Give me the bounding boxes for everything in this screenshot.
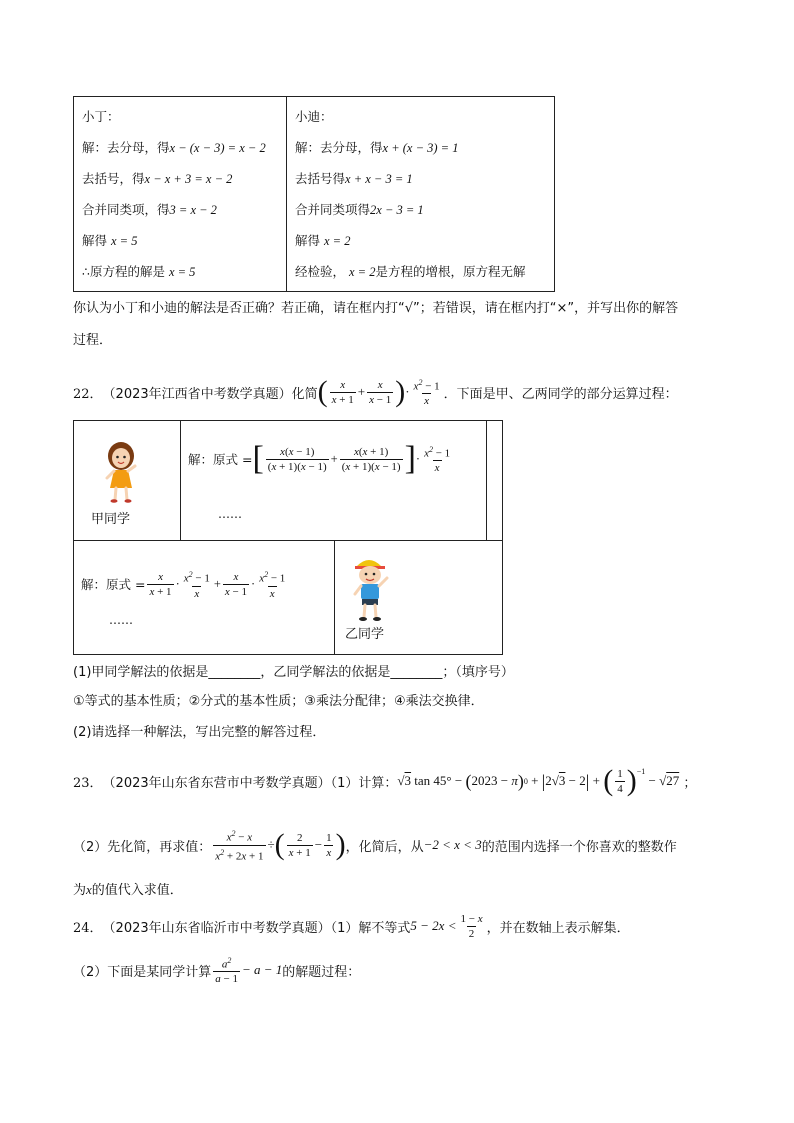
xiaoding-step-5: ∴原方程的解是 x = 5 bbox=[82, 264, 196, 279]
yi-work-expression bbox=[81, 568, 289, 601]
question-22-options: ①等式的基本性质；②分式的基本性质；③乘法分配律；④乘法交换律． bbox=[73, 694, 484, 709]
xiaoding-step-4: 解得 x = 5 bbox=[82, 233, 138, 248]
question-22-number: 22． bbox=[73, 386, 103, 402]
question-22-tail: ．下面是甲、乙两同学的部分运算过程： bbox=[443, 386, 678, 402]
question-22-expression: ( $\frac{x}{x + 1}$ + $\frac{x}{x - 1}$ ) · $\frac{x^2 - 1}{x}$ bbox=[317, 375, 440, 408]
question-23-number: 23． bbox=[73, 775, 103, 791]
xiaoding-step-2: 去括号，得x − x + 3 = x − 2 bbox=[82, 171, 233, 186]
question-24-part-1 bbox=[73, 908, 630, 944]
table-divider bbox=[286, 97, 287, 291]
question-23-compute-expression: √3 tan 45° − ( 2023 − π ) 0 + | 2√3 − 2 | + ( $\frac{1}{4}$ ) $^{-1}$ − √27 ； bbox=[397, 764, 697, 797]
question-24-number: 24． bbox=[73, 920, 103, 936]
question-22-part-2: (2)请选择一种解法，写出完整的解答过程． bbox=[73, 725, 326, 740]
question-23-source: （2023年山东省东营市中考数学真题）（1）计算： bbox=[102, 775, 398, 791]
xiaoding-name: 小丁： bbox=[82, 109, 120, 124]
xiaodi-step-4: 解得 x = 2 bbox=[295, 233, 351, 248]
question-23-simplify-expression: $\frac{x^2 - x}{x^2 + 2x + 1}$ ÷ ( $\frac{2}{x + 1}$ − $\frac{1}{x}$ ) bbox=[215, 828, 346, 863]
question-21-instruction-line-2: 过程． bbox=[73, 333, 113, 348]
yi-work-prefix: 解：原式 = bbox=[81, 577, 146, 593]
question-23-part-2-tail: 的范围内选择一个你喜欢的整数作 bbox=[481, 839, 677, 855]
question-24-expression: $\frac{a^2}{a - 1}$ − a − 1 bbox=[215, 955, 283, 986]
xiaoding-step-3: 合并同类项，得3 = x − 2 bbox=[82, 202, 217, 217]
question-22-stem bbox=[73, 372, 678, 412]
jia-work-prefix: 解：原式 = bbox=[188, 452, 253, 467]
question-24-inequality-left: 5 − 2x < bbox=[410, 918, 457, 933]
question-21-instruction-line-1: 你认为小丁和小迪的解法是否正确？若正确，请在框内打“√”；若错误，请在框内打“×”，并写出你的解答 bbox=[73, 301, 679, 316]
xiaodi-step-5: 经检验， x = 2是方程的增根，原方程无解 bbox=[295, 264, 526, 279]
xiaoding-column bbox=[82, 107, 266, 282]
jia-ellipsis: …… bbox=[218, 507, 242, 521]
xiaodi-column bbox=[295, 107, 526, 282]
jia-blank-cell bbox=[486, 420, 503, 541]
question-23-part-1 bbox=[73, 761, 696, 801]
question-23-part-2-mid: ，化简后，从 bbox=[345, 839, 424, 855]
question-23-range: −2 < x < 3 bbox=[423, 837, 482, 852]
question-24-tail: ，并在数轴上表示解集． bbox=[486, 920, 630, 936]
xiaodi-step-3: 合并同类项得2x − 3 = 1 bbox=[295, 202, 424, 217]
student-work-table bbox=[73, 420, 503, 654]
question-24-source: （2023年山东省临沂市中考数学真题）（1）解不等式 bbox=[102, 920, 411, 936]
question-23-part-2-line-2: 为x的值代入求值． bbox=[73, 882, 183, 898]
xiaodi-name: 小迪： bbox=[295, 109, 333, 124]
question-22-source: （2023年江西省中考数学真题）化简 bbox=[102, 386, 318, 402]
jia-work-expression bbox=[188, 442, 454, 476]
question-23-part-2 bbox=[73, 823, 677, 867]
yi-formula: $\frac{x}{x + 1}$ · $\frac{x^2 - 1}{x}$ + $\frac{x}{x - 1}$ · $\frac{x^2 - 1}{x}$ bbox=[149, 570, 286, 600]
solution-compare-table bbox=[73, 96, 555, 292]
question-23-part-2-prefix: （2）先化简，再求值： bbox=[73, 839, 212, 855]
question-24-part-2-tail: 的解题过程： bbox=[282, 964, 361, 980]
jia-label: 甲同学 bbox=[91, 512, 131, 527]
question-24-part-2 bbox=[73, 950, 360, 990]
boy-student-icon bbox=[347, 554, 393, 624]
yi-ellipsis: …… bbox=[109, 613, 133, 627]
jia-formula: [ $\frac{x(x - 1)}{(x + 1)(x - 1)}$ + $\frac{x(x + 1)}{(x + 1)(x - 1)}$ ] · $\frac{x^2 - 1}{x}$ bbox=[252, 440, 451, 477]
question-24-inequality-right: $\frac{1 - x}{2}$ bbox=[460, 912, 483, 940]
xiaodi-step-2: 去括号得x + x − 3 = 1 bbox=[295, 171, 413, 186]
yi-label: 乙同学 bbox=[345, 627, 385, 642]
question-24-part-2-prefix: （2）下面是某同学计算 bbox=[73, 964, 212, 980]
girl-student-icon bbox=[99, 440, 143, 504]
question-22-part-1: (1)甲同学解法的依据是________，乙同学解法的依据是________；（填序号） bbox=[73, 665, 514, 680]
xiaoding-step-1: 解：去分母，得x − (x − 3) = x − 2 bbox=[82, 140, 266, 155]
xiaodi-step-1: 解：去分母，得x + (x − 3) = 1 bbox=[295, 140, 459, 155]
